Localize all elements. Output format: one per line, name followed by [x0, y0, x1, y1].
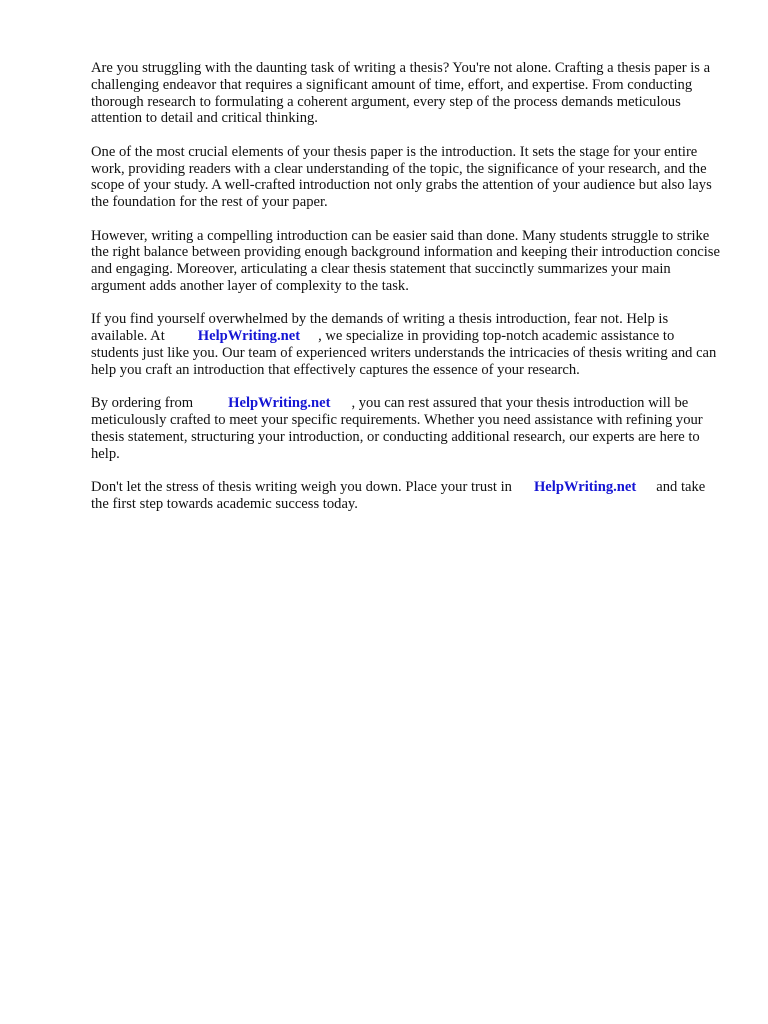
paragraph-closing	[91, 479, 723, 513]
paragraph-intro-text: Are you struggling with the daunting task of writing a thesis? You're not alone. Crafting a thesis paper is a challenging endeavor that requires a significant amount of time, effort, and expertise. From conducting thorough research to formulating a coherent argument, every step of the process demands meticulous attention to detail and critical thinking.	[91, 60, 711, 127]
paragraph-help-available	[91, 311, 723, 378]
paragraph-importance-text: One of the most crucial elements of your thesis paper is the introduction. It sets the stage for your entire work, providing readers with a clear understanding of the topic, the significance of your research, and the scope of your study. A well-crafted introduction not only grabs the attention of your audience but also lays the foundation for the rest of your paper.	[91, 143, 712, 211]
paragraph-ordering	[91, 395, 723, 462]
paragraph-closing-text-before: Don't let the stress of thesis writing weigh you down. Place your trust in	[91, 478, 512, 495]
paragraph-ordering-text-before: By ordering from	[91, 395, 194, 412]
helpwriting-link-2[interactable]: HelpWriting.net	[228, 395, 331, 412]
paragraph-closing-text-after: and take the first step towards academic success today.	[91, 478, 706, 512]
paragraph-help-available-text-after: , we specialize in providing top-notch academic assistance to students just like you. Our team of experienced writers understands the intricacies of thesis writing and can help you craft an introduction that effectively captures the essence of your research.	[91, 328, 717, 378]
paragraph-importance	[91, 144, 723, 211]
document-page	[91, 60, 723, 529]
paragraph-challenges-text: However, writing a compelling introduction can be easier said than done. Many students struggle to strike the right balance between providing enough background information and keeping their introduction concise and engaging. Moreover, articulating a clear thesis statement that succinctly summarizes your main argument adds another layer of complexity to the task.	[91, 227, 720, 294]
paragraph-intro	[91, 60, 723, 127]
paragraph-help-available-text-before: If you find yourself overwhelmed by the demands of writing a thesis introduction, fear not. Help is available. At	[91, 311, 669, 345]
helpwriting-link-3[interactable]: HelpWriting.net	[533, 478, 637, 495]
helpwriting-link-1[interactable]: HelpWriting.net	[197, 328, 301, 345]
paragraph-ordering-text-after: , you can rest assured that your thesis introduction will be meticulously crafted to meet your specific requirements. Whether you need assistance with refining your thesis statement, structuring your introduction, or conducting additional research, our experts are here to help.	[91, 395, 703, 462]
paragraph-challenges	[91, 228, 723, 295]
